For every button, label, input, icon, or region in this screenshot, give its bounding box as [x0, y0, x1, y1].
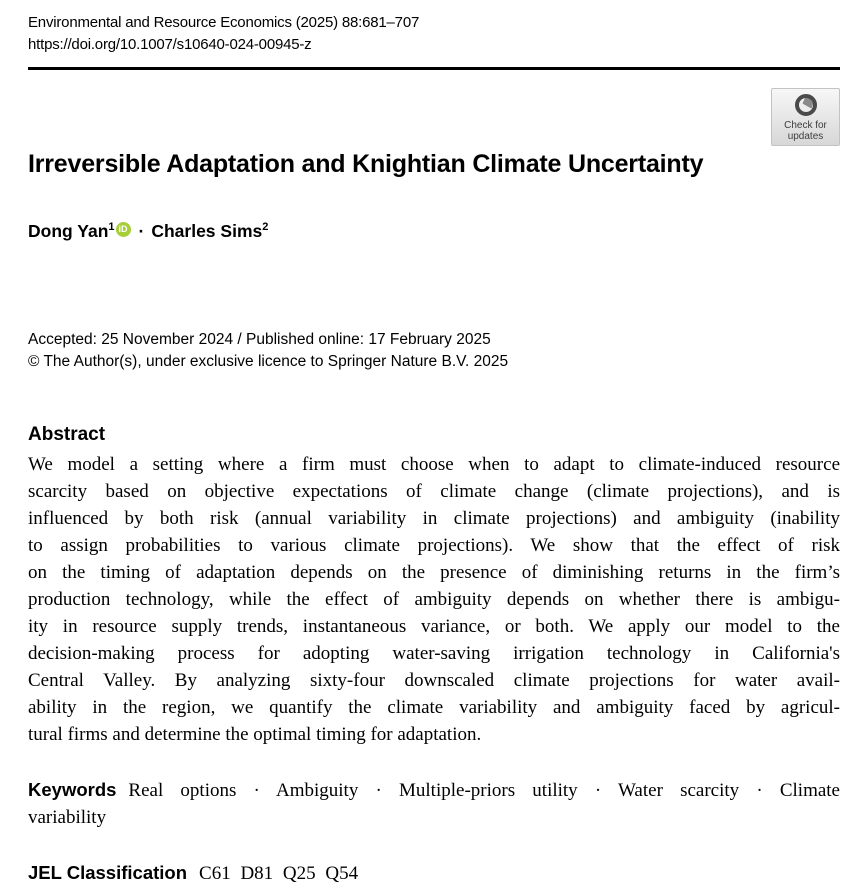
- doi-link[interactable]: https://doi.org/10.1007/s10640-024-00945-z: [28, 36, 312, 53]
- header-rule: [28, 67, 840, 70]
- abstract-line: influenced by both risk (annual variability in climate projections) and ambiguity (inability: [28, 508, 840, 529]
- abstract-line: ity in resource supply trends, instantaneous variance, or both. We apply our model to the: [28, 616, 840, 637]
- jel-label: JEL Classification: [28, 862, 188, 883]
- abstract-heading: Abstract: [28, 424, 106, 445]
- check-for-updates-badge[interactable]: [771, 88, 840, 146]
- abstract-line: We model a setting where a firm must choose when to adapt to climate-induced resource: [28, 454, 840, 475]
- badge-label: Check for updates: [784, 120, 827, 142]
- author-line: [28, 219, 840, 246]
- publication-dates: [28, 329, 840, 373]
- orcid-icon[interactable]: iD: [116, 222, 131, 237]
- abstract-line: on the timing of adaptation depends on the presence of diminishing returns in the firm’s: [28, 562, 840, 583]
- journal-citation: Environmental and Resource Economics (2025) 88:681–707: [28, 14, 420, 31]
- abstract-line: Central Valley. By analyzing sixty-four downscaled climate projections for water avail-: [28, 670, 840, 691]
- author-affiliation-sup-1: 1: [108, 221, 115, 233]
- abstract-line: production technology, while the effect of ambiguity depends on whether there is ambigu-: [28, 589, 840, 610]
- jel-line: [28, 859, 840, 887]
- crossmark-icon: [793, 92, 819, 120]
- abstract-text: [28, 451, 840, 748]
- author-name-1[interactable]: Dong Yan: [28, 221, 109, 241]
- copyright-line: © The Author(s), under exclusive licence to Springer Nature B.V. 2025: [28, 353, 509, 370]
- jel-codes: C61 D81 Q25 Q54: [199, 863, 359, 884]
- page-title: Irreversible Adaptation and Knightian Climate Uncertainty: [28, 150, 704, 178]
- abstract-line: tural firms and determine the optimal timing for adaptation.: [28, 724, 482, 745]
- abstract-line: ability in the region, we quantify the climate variability and ambiguity faced by agricul-: [28, 697, 840, 718]
- author-separator: ·: [138, 221, 145, 241]
- author-name-2[interactable]: Charles Sims: [151, 221, 263, 241]
- keywords-values-1: Real options · Ambiguity · Multiple-priors utility · Water scarcity · Climate: [128, 780, 840, 801]
- journal-header: [28, 0, 840, 56]
- keywords-values-2: variability: [28, 807, 107, 828]
- abstract-line: to assign probabilities to various climate projections). We show that the effect of risk: [28, 535, 840, 556]
- accepted-published-line: Accepted: 25 November 2024 / Published online: 17 February 2025: [28, 331, 491, 348]
- abstract-line: scarcity based on objective expectations of climate change (climate projections), and is: [28, 481, 840, 502]
- abstract-line: decision-making process for adopting water-saving irrigation technology in California's: [28, 643, 840, 664]
- author-affiliation-sup-2: 2: [262, 221, 269, 233]
- keywords-line: [28, 776, 840, 831]
- keywords-label: Keywords: [28, 779, 117, 800]
